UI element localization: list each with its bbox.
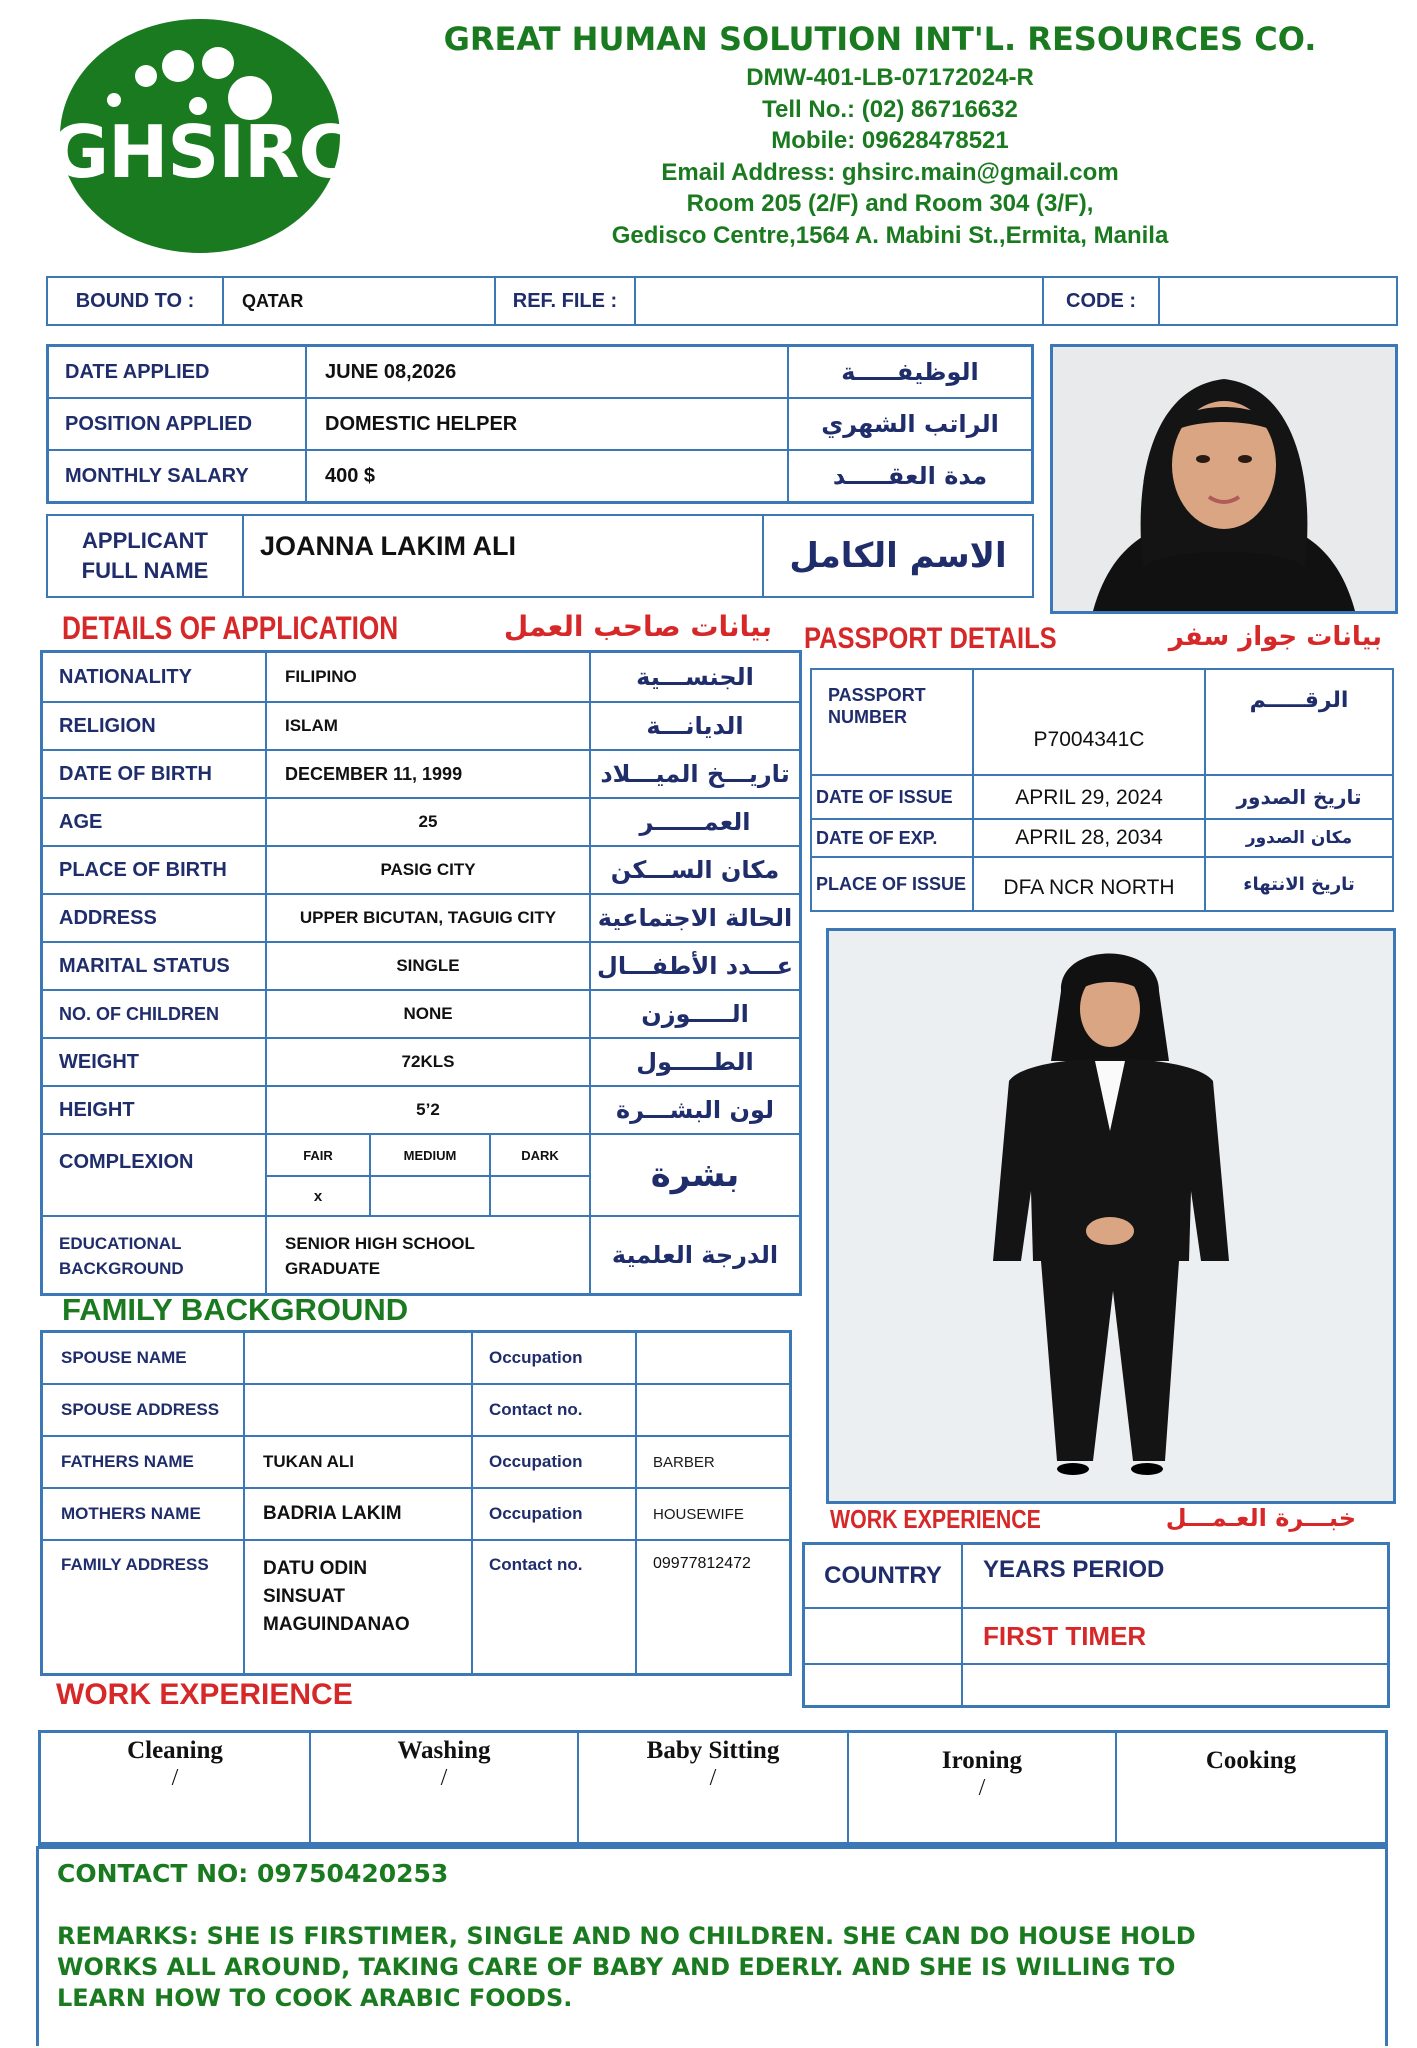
job-row-value: 400 $ bbox=[325, 464, 376, 487]
complexion-medium: MEDIUM bbox=[403, 1147, 457, 1163]
agency-address-2: Gedisco Centre,1564 A. Mabini St.,Ermita, Manila bbox=[611, 221, 1169, 249]
work-exp-title: WORK EXPERIENCE bbox=[830, 1504, 1041, 1534]
passport-exp-arabic: مكان الصدور bbox=[1245, 828, 1353, 848]
applicant-name-box bbox=[46, 514, 1034, 598]
code-label: CODE : bbox=[1066, 289, 1136, 312]
applicant-full-name: JOANNA LAKIM ALI bbox=[260, 530, 516, 561]
passport-place-label: PLACE OF ISSUE bbox=[816, 873, 967, 894]
details-value: FILIPINO bbox=[285, 667, 357, 686]
skill-mark: / bbox=[709, 1765, 717, 1791]
work-exp-col-years: YEARS PERIOD bbox=[983, 1556, 1165, 1583]
applicant-full-body-photo bbox=[826, 928, 1396, 1504]
family-label-2: Occupation bbox=[489, 1452, 583, 1471]
agency-name: GREAT HUMAN SOLUTION INT'L. RESOURCES CO. bbox=[443, 20, 1317, 58]
details-value: 72KLS bbox=[401, 1052, 455, 1071]
family-address-value: DATU ODIN SINSUAT MAGUINDANAO bbox=[263, 1558, 410, 1635]
family-label-2: Occupation bbox=[489, 1348, 583, 1367]
job-row-value: JUNE 08,2026 bbox=[325, 360, 457, 383]
education-arabic: الدرجة العلمية bbox=[611, 1241, 779, 1269]
passport-issue: APRIL 29, 2024 bbox=[1015, 786, 1163, 809]
job-row-arabic: مدة العقـــــد bbox=[832, 462, 988, 490]
ref-file-value bbox=[636, 278, 1042, 324]
family-value: TUKAN ALI bbox=[263, 1452, 354, 1471]
details-label: NO. OF CHILDREN bbox=[59, 1003, 219, 1024]
details-value: DECEMBER 11, 1999 bbox=[285, 763, 463, 784]
passport-exp: APRIL 28, 2034 bbox=[1015, 826, 1163, 849]
details-label: RELIGION bbox=[59, 714, 156, 737]
agency-email: Email Address: ghsirc.main@gmail.com bbox=[661, 158, 1119, 186]
work-exp-country-1 bbox=[805, 1609, 961, 1663]
skill-baby-sitting: Baby Sitting / bbox=[579, 1737, 847, 1792]
passport-place: DFA NCR NORTH bbox=[1003, 876, 1175, 899]
job-row-arabic: الوظيفـــــة bbox=[841, 358, 979, 386]
details-arabic: عـــدد الأطفـــال bbox=[597, 952, 793, 980]
applicant-label: APPLICANT FULL NAME bbox=[81, 528, 209, 583]
applicant-id-photo bbox=[1050, 344, 1398, 614]
skill-mark: / bbox=[440, 1765, 448, 1791]
agency-license: DMW-401-LB-07172024-R bbox=[746, 64, 1034, 91]
details-arabic: الطـــــول bbox=[636, 1048, 754, 1076]
details-label: WEIGHT bbox=[59, 1050, 139, 1073]
job-table bbox=[46, 344, 1034, 504]
details-value: UPPER BICUTAN, TAGUIG CITY bbox=[299, 908, 557, 927]
details-value: 25 bbox=[418, 812, 438, 831]
passport-exp-label: DATE OF EXP. bbox=[816, 827, 938, 848]
passport-issue-label: DATE OF ISSUE bbox=[816, 786, 953, 807]
details-value: 5’2 bbox=[416, 1100, 440, 1119]
skill-ironing: Ironing / bbox=[849, 1747, 1115, 1802]
family-label: MOTHERS NAME bbox=[61, 1504, 201, 1523]
portrait-graphic bbox=[1053, 347, 1395, 611]
complexion-dark: DARK bbox=[521, 1147, 559, 1163]
passport-title-arabic: بيانات جواز سفر bbox=[1168, 622, 1382, 652]
skill-cleaning: Cleaning / bbox=[41, 1737, 309, 1792]
passport-number-label: PASSPORT NUMBER bbox=[828, 685, 926, 727]
complexion-fair: FAIR bbox=[303, 1147, 333, 1163]
family-label: FATHERS NAME bbox=[61, 1452, 194, 1471]
work-exp-country-2 bbox=[805, 1665, 961, 1705]
details-arabic: الديانـــة bbox=[646, 712, 744, 740]
passport-place-arabic: تاريخ الانتهاء bbox=[1243, 873, 1355, 895]
family-label: SPOUSE ADDRESS bbox=[61, 1400, 220, 1419]
agency-logo bbox=[50, 18, 350, 258]
job-row-label: DATE APPLIED bbox=[65, 360, 210, 383]
details-label: AGE bbox=[59, 810, 103, 833]
job-row-value: DOMESTIC HELPER bbox=[325, 412, 518, 435]
details-arabic: مكان الســـكن bbox=[610, 856, 780, 884]
family-value bbox=[245, 1333, 471, 1383]
family-value: BADRIA LAKIM bbox=[263, 1503, 402, 1524]
work-exp-years-1: FIRST TIMER bbox=[983, 1620, 1147, 1651]
passport-number: P7004341C bbox=[1033, 728, 1145, 751]
details-value: ISLAM bbox=[285, 716, 338, 735]
education-label: EDUCATIONAL BACKGROUND bbox=[59, 1234, 184, 1278]
family-contact-value: 09977812472 bbox=[653, 1555, 751, 1572]
skill-washing: Washing / bbox=[311, 1737, 577, 1792]
details-label: ADDRESS bbox=[59, 906, 157, 929]
skills-title: WORK EXPERIENCE bbox=[56, 1678, 353, 1711]
details-label: MARITAL STATUS bbox=[59, 954, 230, 977]
details-label: DATE OF BIRTH bbox=[59, 762, 212, 785]
remarks-text: REMARKS: SHE IS FIRSTIMER, SINGLE AND NO CHILDREN. SHE CAN DO HOUSE HOLD WORKS ALL AROUND, TAKING CARE OF BABY AND EDERLY. AND SHE IS WILLING TO LEARN HOW TO COOK ARABIC FOODS. bbox=[57, 1922, 1196, 2012]
family-value-2 bbox=[637, 1385, 789, 1435]
family-value-2 bbox=[637, 1333, 789, 1383]
contact-number: CONTACT NO: 09750420253 bbox=[57, 1859, 449, 1888]
full-body-graphic bbox=[829, 931, 1393, 1501]
details-arabic: الجنســـية bbox=[636, 663, 754, 691]
work-exp-years-2 bbox=[963, 1665, 1387, 1705]
details-arabic: العمــــــر bbox=[639, 808, 751, 836]
family-value-2: BARBER bbox=[653, 1453, 715, 1471]
family-value-2: HOUSEWIFE bbox=[653, 1505, 744, 1523]
work-exp-table bbox=[802, 1542, 1390, 1708]
skill-mark: / bbox=[978, 1775, 986, 1801]
family-label-2: Occupation bbox=[489, 1504, 583, 1523]
details-title: DETAILS OF APPLICATION bbox=[62, 610, 399, 646]
work-exp-col-country: COUNTRY bbox=[824, 1562, 942, 1589]
details-table bbox=[40, 650, 802, 1296]
details-value: NONE bbox=[403, 1004, 453, 1023]
family-address-label: FAMILY ADDRESS bbox=[61, 1555, 209, 1574]
complexion-arabic: بشرة bbox=[650, 1155, 740, 1195]
details-arabic: الـــــوزن bbox=[641, 1000, 749, 1028]
skill-mark: / bbox=[171, 1765, 179, 1791]
details-label: HEIGHT bbox=[59, 1098, 135, 1121]
details-label: NATIONALITY bbox=[59, 665, 192, 688]
logo-text: GHSIRC bbox=[50, 110, 351, 194]
agency-mobile: Mobile: 09628478521 bbox=[771, 127, 1009, 154]
passport-table bbox=[810, 668, 1394, 912]
skill-cooking: Cooking bbox=[1205, 1747, 1297, 1774]
job-row-arabic: الراتب الشهري bbox=[821, 410, 999, 438]
details-arabic: لون البشـــرة bbox=[615, 1096, 775, 1124]
family-label: SPOUSE NAME bbox=[61, 1348, 187, 1367]
details-value: PASIG CITY bbox=[380, 860, 476, 879]
work-exp-title-arabic: خبـــرة العـمـــل bbox=[1165, 1504, 1356, 1532]
complexion-fair-mark: x bbox=[313, 1187, 323, 1205]
passport-issue-arabic: تاريخ الصدور bbox=[1236, 785, 1362, 809]
complexion-medium-mark bbox=[371, 1177, 489, 1215]
complexion-dark-mark bbox=[491, 1177, 589, 1215]
passport-title: PASSPORT DETAILS bbox=[804, 622, 1057, 655]
job-row-label: MONTHLY SALARY bbox=[65, 464, 249, 487]
family-contact-label: Contact no. bbox=[489, 1555, 583, 1574]
bound-to-value: QATAR bbox=[242, 290, 304, 311]
details-label: PLACE OF BIRTH bbox=[59, 858, 227, 881]
family-label-2: Contact no. bbox=[489, 1400, 583, 1419]
agency-address-1: Room 205 (2/F) and Room 304 (3/F), bbox=[686, 190, 1094, 217]
applicant-name-arabic: الاسم الكامل bbox=[789, 536, 1007, 576]
family-value bbox=[245, 1385, 471, 1435]
remarks-box bbox=[36, 1846, 1388, 2046]
bound-to-label: BOUND TO : bbox=[75, 289, 195, 312]
agency-contact-block bbox=[540, 62, 1240, 251]
complexion-label: COMPLEXION bbox=[59, 1151, 194, 1173]
ref-file-label: REF. FILE : bbox=[512, 289, 618, 312]
details-title-arabic: بيانات صاحب العمل bbox=[503, 610, 772, 643]
family-table bbox=[40, 1330, 792, 1676]
bound-row bbox=[46, 276, 1398, 326]
skills-table bbox=[38, 1730, 1388, 1846]
details-arabic: تاريـــخ الميـــلاد bbox=[600, 760, 790, 788]
passport-number-arabic: الرقـــــم bbox=[1249, 687, 1349, 713]
agency-tel: Tell No.: (02) 86716632 bbox=[762, 95, 1018, 123]
details-value: SINGLE bbox=[396, 956, 460, 975]
code-value bbox=[1160, 278, 1396, 324]
education-value: SENIOR HIGH SCHOOL GRADUATE bbox=[285, 1234, 475, 1278]
family-title: FAMILY BACKGROUND bbox=[62, 1292, 409, 1327]
job-row-label: POSITION APPLIED bbox=[65, 412, 253, 435]
details-arabic: الحالة الاجتماعية bbox=[597, 904, 793, 932]
